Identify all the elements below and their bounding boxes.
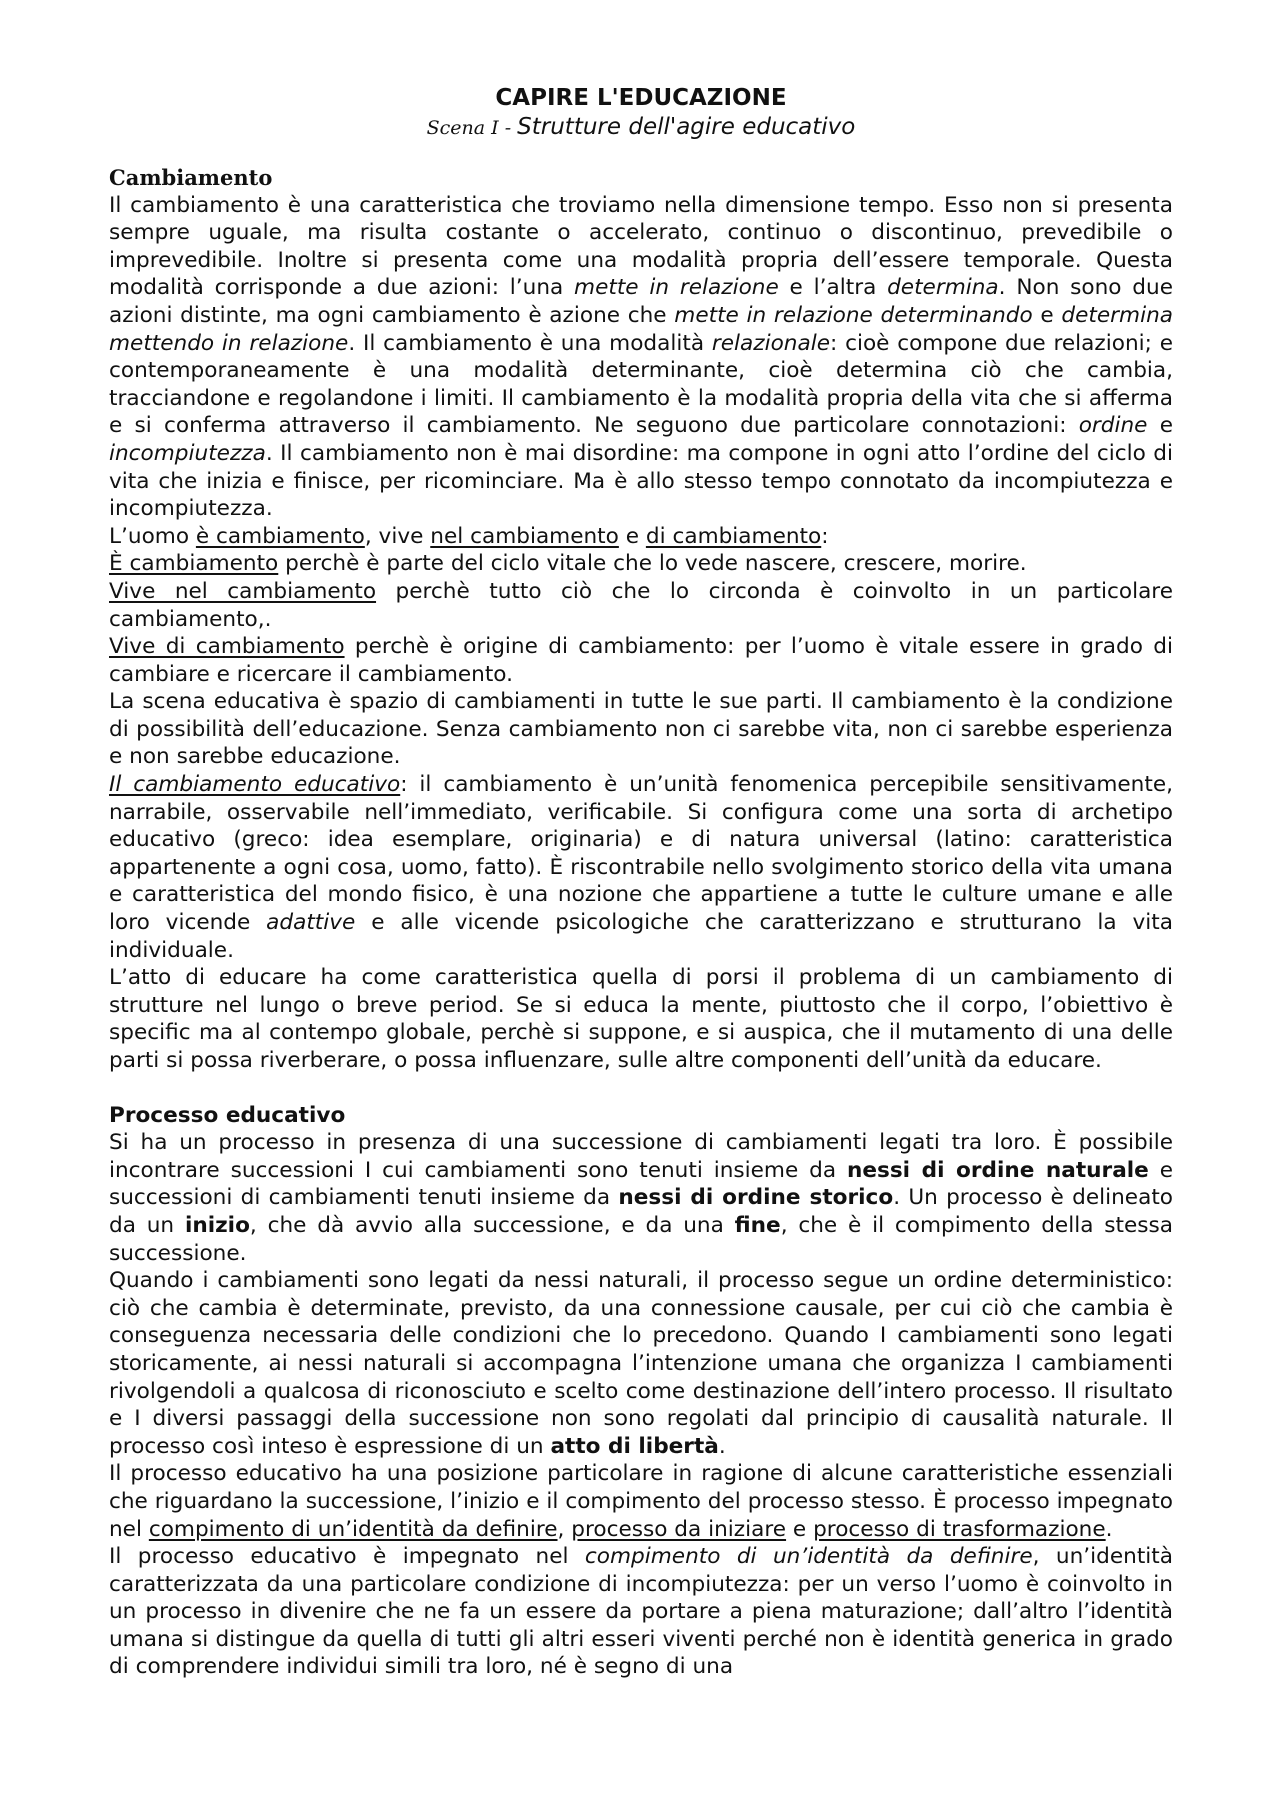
section-heading-processo-educativo: Processo educativo <box>109 1102 346 1128</box>
paragraph: Il cambiamento è una caratteristica che troviamo nella dimensione tempo. Esso non si presenta sempre uguale, ma risulta costante o accelerato, continuo o discontinuo, prevedibile o imprevedibile. Inoltre si presenta come una modalità propria dell’essere temporale. Questa modalità corrisponde a due azioni: l’una mette in relazione e l’altra determina. Non sono due azioni distinte, ma ogni cambiamento è azione che mette in relazione determinando e determina mettendo in relazione. Il cambiamento è una modalità relazionale: cioè compone due relazioni; e contemporaneamente è una modalità determinante, cioè determina ciò che cambia, tracciandone e regolandone i limiti. Il cambiamento è la modalità propria della vita che si afferma e si conferma attraverso il cambiamento. Ne seguono due particolare connotazioni: ordine e incompiutezza. Il cambiamento non è mai disordine: ma compone in ogni atto l’ordine del ciclo di vita che inizia e finisce, per ricominciare. Ma è allo stesso tempo connotato da incompiutezza e incompiutezza. <box>109 192 1173 522</box>
document-title: CAPIRE L'EDUCAZIONE <box>495 85 787 111</box>
paragraph: Quando i cambiamenti sono legati da nessi naturali, il processo segue un ordine deterministico: ciò che cambia è determinate, previsto, da una connessione causale, per cui ciò che cambia è conseguenza necessaria delle condizioni che lo precedono. Quando I cambiamenti sono legati storicamente, ai nessi naturali si accompagna l’intenzione umana che organizza I cambiamenti rivolgendoli a qualcosa di riconosciuto e scelto come destinazione dell’intero processo. Il risultato e I diversi passaggi della successione non sono regolati dal principio di causalità naturale. Il processo così inteso è espressione di un atto di libertà. <box>109 1268 1173 1459</box>
paragraph: Si ha un processo in presenza di una successione di cambiamenti legati tra loro. È possibile incontrare successioni I cui cambiamenti sono tenuti insieme da nessi di ordine naturale e successioni di cambiamenti tenuti insieme da nessi di ordine storico. Un processo è delineato da un inizio, che dà avvio alla successione, e da una fine, che è il compimento della stessa successione. <box>109 1130 1173 1266</box>
paragraph: Il cambiamento educativo: il cambiamento è un’unità fenomenica percepibile sensitivamente, narrabile, osservabile nell’immediato, verificabile. Si configura come una sorta di archetipo educativo (greco: idea esemplare, originaria) e di natura universal (latino: caratteristica appartenente a ogni cosa, uomo, fatto). È riscontrabile nello svolgimento storico della vita umana e caratteristica del mondo fisico, è una nozione che appartiene a tutte le culture umane e alle loro vicende adattive e alle vicende psicologiche che caratterizzano e strutturano la vita individuale. <box>109 772 1174 963</box>
subtitle-text: Strutture dell'agire educativo <box>517 114 856 140</box>
paragraph: Vive di cambiamento perchè è origine di cambiamento: per l’uomo è vitale essere in grado di cambiare e ricercare il cambiamento. <box>109 634 1173 687</box>
section-heading-cambiamento: Cambiamento <box>109 165 273 190</box>
spacer <box>109 1075 1173 1102</box>
paragraph: Vive nel cambiamento perchè tutto ciò che lo circonda è coinvolto in un particolare cambiamento,. <box>109 578 1173 632</box>
document-page <box>109 84 1173 1681</box>
paragraph: Il processo educativo ha una posizione particolare in ragione di alcune caratteristiche essenziali che riguardano la successione, l’inizio e il compimento del processo stesso. È processo impegnato nel compimento di un’identità da definire, processo da iniziare e processo di trasformazione. <box>109 1461 1173 1542</box>
document-subtitle <box>109 113 1173 143</box>
paragraph: È cambiamento perchè è parte del ciclo vitale che lo vede nascere, crescere, morire. <box>109 551 1027 577</box>
scene-label: Scena I - <box>426 117 518 139</box>
paragraph: Il processo educativo è impegnato nel compimento di un’identità da definire, un’identità caratterizzata da una particolare condizione di incompiutezza: per un verso l’uomo è coinvolto in un processo in divenire che ne fa un essere da portare a piena maturazione; dall’altro l’identità umana si distingue da quella di tutti gli altri esseri viventi perché non è identità generica in grado di comprendere individui simili tra loro, né è segno di una <box>109 1544 1174 1680</box>
paragraph: L’uomo è cambiamento, vive nel cambiamento e di cambiamento: <box>109 523 829 549</box>
paragraph: L’atto di educare ha come caratteristica quella di porsi il problema di un cambiamento di strutture nel lungo o breve period. Se si educa la mente, piuttosto che il corpo, l’obiettivo è specific ma al contempo globale, perchè si suppone, e si auspica, che il mutamento di una delle parti si possa riverberare, o possa influenzare, sulle altre componenti dell’unità da educare. <box>109 965 1173 1073</box>
paragraph: La scena educativa è spazio di cambiamenti in tutte le sue parti. Il cambiamento è la condizione di possibilità dell’educazione. Senza cambiamento non ci sarebbe vita, non ci sarebbe esperienza e non sarebbe educazione. <box>109 689 1173 770</box>
